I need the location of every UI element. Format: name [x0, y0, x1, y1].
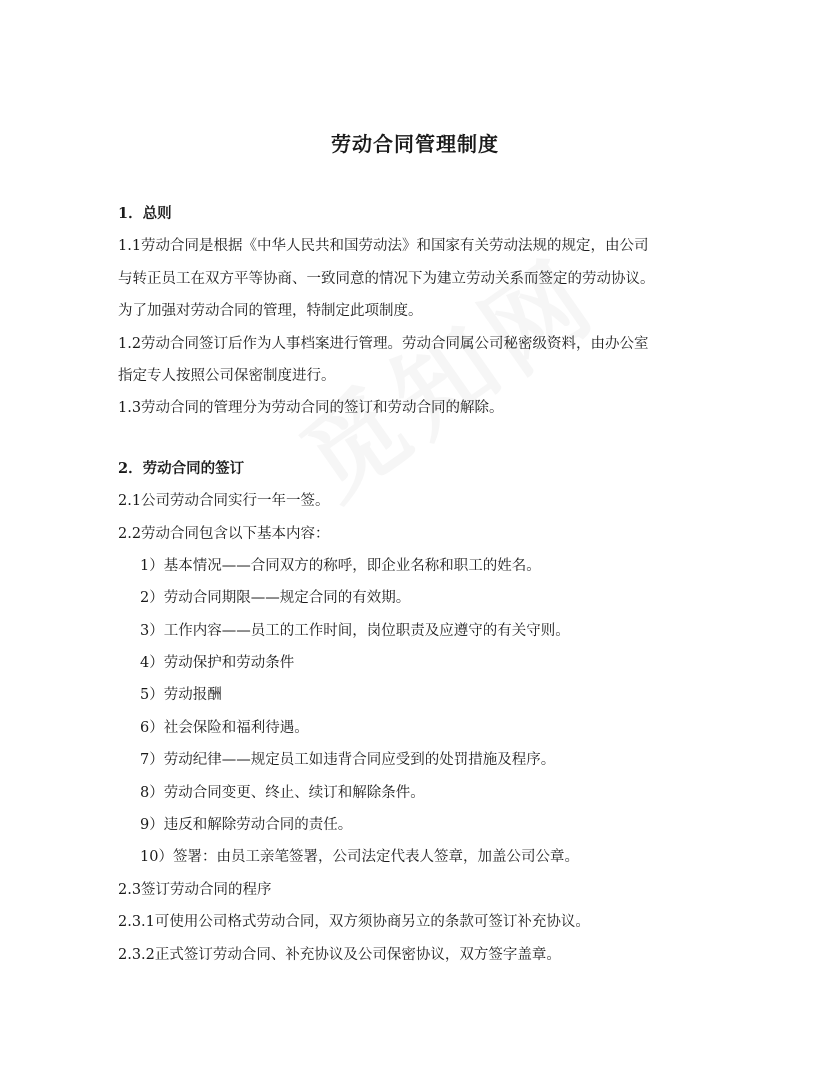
document-title: 劳动合同管理制度: [331, 132, 499, 156]
list-item: 8）劳动合同变更、终止、续订和解除条件。: [140, 784, 425, 801]
list-item: 6）社会保险和福利待遇。: [140, 719, 309, 736]
list-item: 10）签署：由员工亲笔签署，公司法定代表人签章，加盖公司公章。: [140, 849, 579, 866]
list-item: 5）劳动报酬: [140, 687, 222, 704]
paragraph-line: 2.3签订劳动合同的程序: [118, 881, 272, 898]
list-item: 9）违反和解除劳动合同的责任。: [140, 817, 353, 834]
list-item: 7）劳动纪律——规定员工如违背合同应受到的处罚措施及程序。: [140, 752, 556, 769]
paragraph-line: 2.2劳动合同包含以下基本内容：: [118, 525, 330, 542]
list-item: 4）劳动保护和劳动条件: [140, 655, 295, 672]
paragraph-line: 1.2劳动合同签订后作为人事档案进行管理。劳动合同属公司秘密级资料，由办公室: [118, 335, 649, 352]
document-body: [118, 198, 718, 971]
list-item: 3）工作内容——员工的工作时间，岗位职责及应遵守的有关守则。: [140, 622, 570, 639]
list-item: 2）劳动合同期限——规定合同的有效期。: [140, 590, 411, 607]
section-heading-general: 1．总则: [118, 205, 172, 222]
paragraph-line: 为了加强对劳动合同的管理，特制定此项制度。: [118, 303, 423, 320]
paragraph-line: 1.1劳动合同是根据《中华人民共和国劳动法》和国家有关劳动法规的规定，由公司: [118, 238, 649, 255]
paragraph-line: 2.1公司劳动合同实行一年一签。: [118, 493, 330, 510]
paragraph-line: 2.3.2正式签订劳动合同、补充协议及公司保密协议，双方签字盖章。: [118, 946, 561, 963]
paragraph-line: 指定专人按照公司保密制度进行。: [118, 367, 336, 384]
paragraph-line: 2.3.1可使用公司格式劳动合同，双方须协商另立的条款可签订补充协议。: [118, 914, 590, 931]
paragraph-line: 1.3劳动合同的管理分为劳动合同的签订和劳动合同的解除。: [118, 400, 504, 417]
paragraph-line: 与转正员工在双方平等协商、一致同意的情况下为建立劳动关系而签定的劳动协议。: [118, 270, 655, 287]
list-item: 1）基本情况——合同双方的称呼，即企业名称和职工的姓名。: [140, 557, 541, 574]
section-gap: [118, 425, 718, 453]
section-heading-signing: 2．劳动合同的签订: [118, 459, 245, 477]
